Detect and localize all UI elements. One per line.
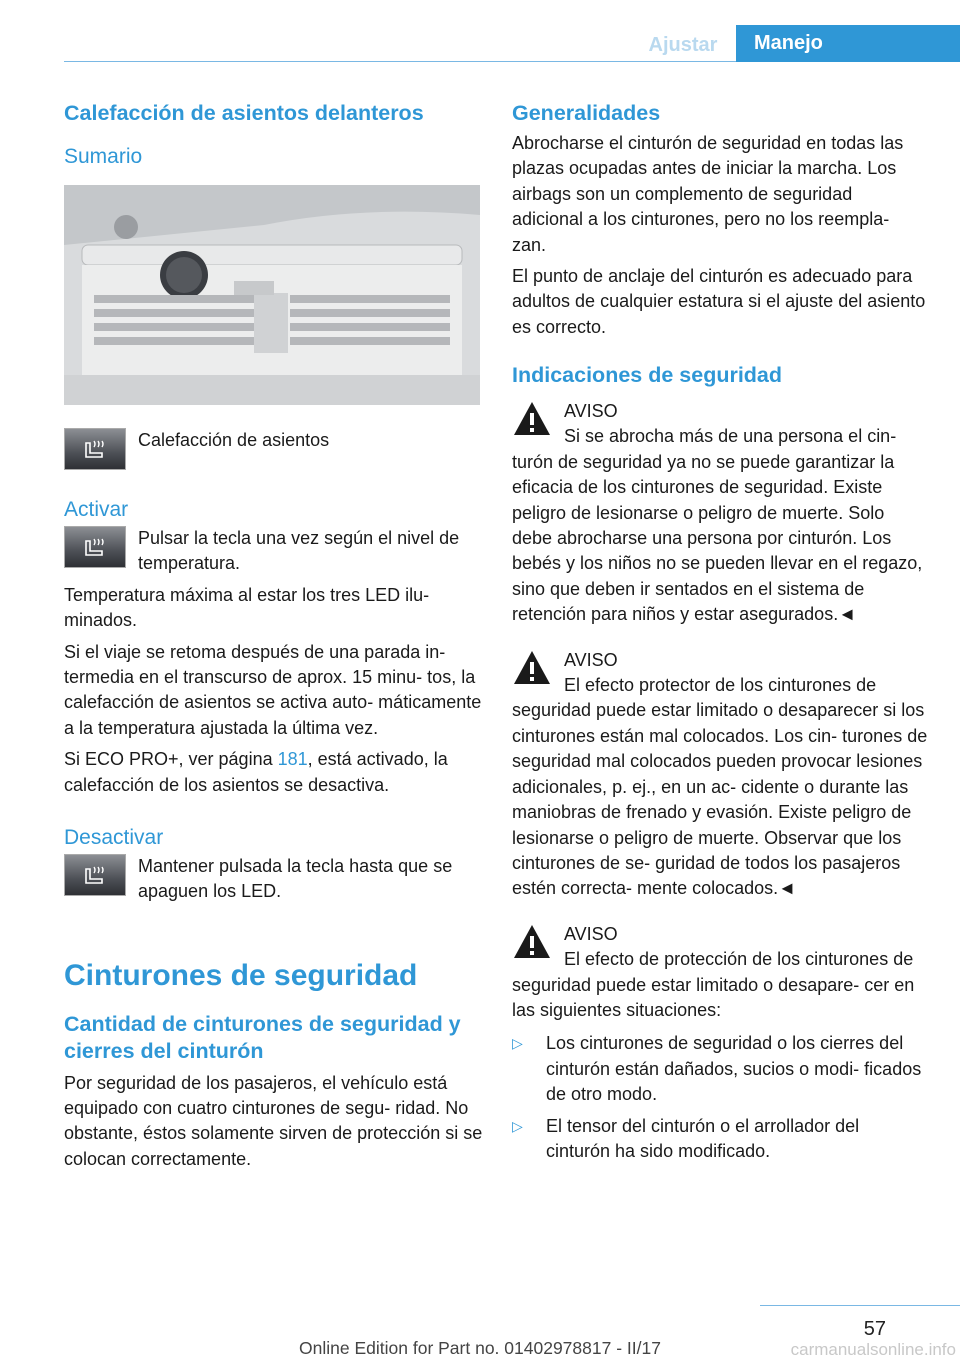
aviso-text-1: Si se abrocha más de una persona el cin- turón de seguridad ya no se puede garantizar la eficacia de los cinturones de seguridad. Existe peligro de lesionarse o peligro de muerte. Solo debe abrocharse una persona por cinturón. Los bebés y los niños no se pueden llevar en el regazo, sino que deben ir sentados en el sistema de retención para niños y estar asegurados.◄ xyxy=(512,426,923,625)
page-link[interactable]: 181 xyxy=(277,749,308,770)
aviso-label: AVISO xyxy=(564,923,618,944)
eco-text: Si ECO PRO+, ver página 181, está activado, la calefacción de los asientos se desactiva. xyxy=(64,749,448,795)
warning-icon xyxy=(512,648,552,688)
sumario-heading: Sumario xyxy=(64,144,143,168)
aviso-block-2 xyxy=(512,648,928,902)
watermark: carmanualsonline.info xyxy=(790,1340,956,1359)
desactivar-row xyxy=(64,854,484,905)
climate-panel-photo xyxy=(64,185,480,405)
seat-heating-icon xyxy=(64,526,126,568)
indicaciones-heading: Indicaciones de seguridad xyxy=(512,363,783,388)
section-title: Calefacción de asientos delanteros xyxy=(64,101,424,125)
activar-row xyxy=(64,526,484,577)
desactivar-text: Mantener pulsada la tecla hasta que se apaguen los LED. xyxy=(138,855,453,902)
temp-text: Temperatura máxima al estar los tres LED ilu- minados. xyxy=(64,584,430,631)
aviso-block-1 xyxy=(512,399,928,628)
desactivar-heading: Desactivar xyxy=(64,825,164,849)
bullet-marker-icon: ▷ xyxy=(512,1035,523,1052)
right-column xyxy=(512,100,928,1164)
aviso-label: AVISO xyxy=(564,649,618,670)
gen-p2: El punto de anclaje del cinturón es adecuado para adultos de cualquier estatura si el ajuste del asiento es correcto. xyxy=(512,265,926,337)
viaje-text: Si el viaje se retoma después de una parada in- termedia en el transcurso de aprox. 15 minu- tos, la calefacción de asientos se activa auto- máticamente a la temperatura ajustada la última vez. xyxy=(64,641,482,738)
warning-icon xyxy=(512,399,552,439)
gen-p1: Abrocharse el cinturón de seguridad en todas las plazas ocupadas antes de iniciar la marcha. Los airbags son un complemento de seguridad adicional a los cinturones, pero no los reempla- zan. xyxy=(512,132,904,255)
aviso-block-3 xyxy=(512,922,928,1024)
left-column xyxy=(64,100,484,1172)
seat-heating-caption: Calefacción de asientos xyxy=(138,429,330,450)
aviso-label: AVISO xyxy=(564,401,618,421)
seat-heating-caption-row xyxy=(64,428,484,470)
cantidad-text: Por seguridad de los pasajeros, el vehículo está equipado con cuatro cinturones de segu- ridad. No obstante, éstos solamente sirven de protección si se colocan correctamente. xyxy=(64,1072,483,1169)
seat-heating-icon xyxy=(64,854,126,896)
list-item: ▷ El tensor del cinturón o el arrollador del cinturón ha sido modificado. xyxy=(512,1114,928,1165)
edition-footer: Online Edition for Part no. 01402978817 - II/17 xyxy=(299,1338,661,1358)
activar-heading: Activar xyxy=(64,497,129,521)
generalidades-heading: Generalidades xyxy=(512,101,661,125)
activar-text: Pulsar la tecla una vez según el nivel de temperatura. xyxy=(138,527,460,574)
tab-ajustar[interactable]: Ajustar xyxy=(648,33,718,56)
cantidad-title: Cantidad de cinturones de seguridad y cierres del cinturón xyxy=(64,1011,461,1063)
warning-icon xyxy=(512,922,552,962)
aviso-text-2: El efecto protector de los cinturones de seguridad puede estar limitado o desaparecer si los cinturones están mal colocados. Los cin- turones de seguridad mal colocados pueden provocar lesiones adicionales, p. ej., en un ac- cidente o durante las maniobras de frenado y evasión. Existe peligro de lesionarse o peligro de muerte. Observar que los cinturones de se- guridad de todos los pasajeros estén correcta- mente colocados.◄ xyxy=(512,675,928,899)
cinturones-title: Cinturones de seguridad xyxy=(64,958,418,992)
list-item: ▷ Los cinturones de seguridad o los cierres del cinturón están dañados, sucios o modi- ficados de otro modo. xyxy=(512,1031,928,1107)
bullet-marker-icon: ▷ xyxy=(512,1117,523,1134)
aviso-text-3: El efecto de protección de los cinturones de seguridad puede estar limitado o desapare- cer en las siguientes situaciones: xyxy=(512,949,915,1020)
seat-heating-icon xyxy=(64,428,126,470)
tab-manejo[interactable]: Manejo xyxy=(736,25,960,62)
page-number: 57 xyxy=(863,1318,886,1340)
footer-rule xyxy=(760,1305,960,1306)
